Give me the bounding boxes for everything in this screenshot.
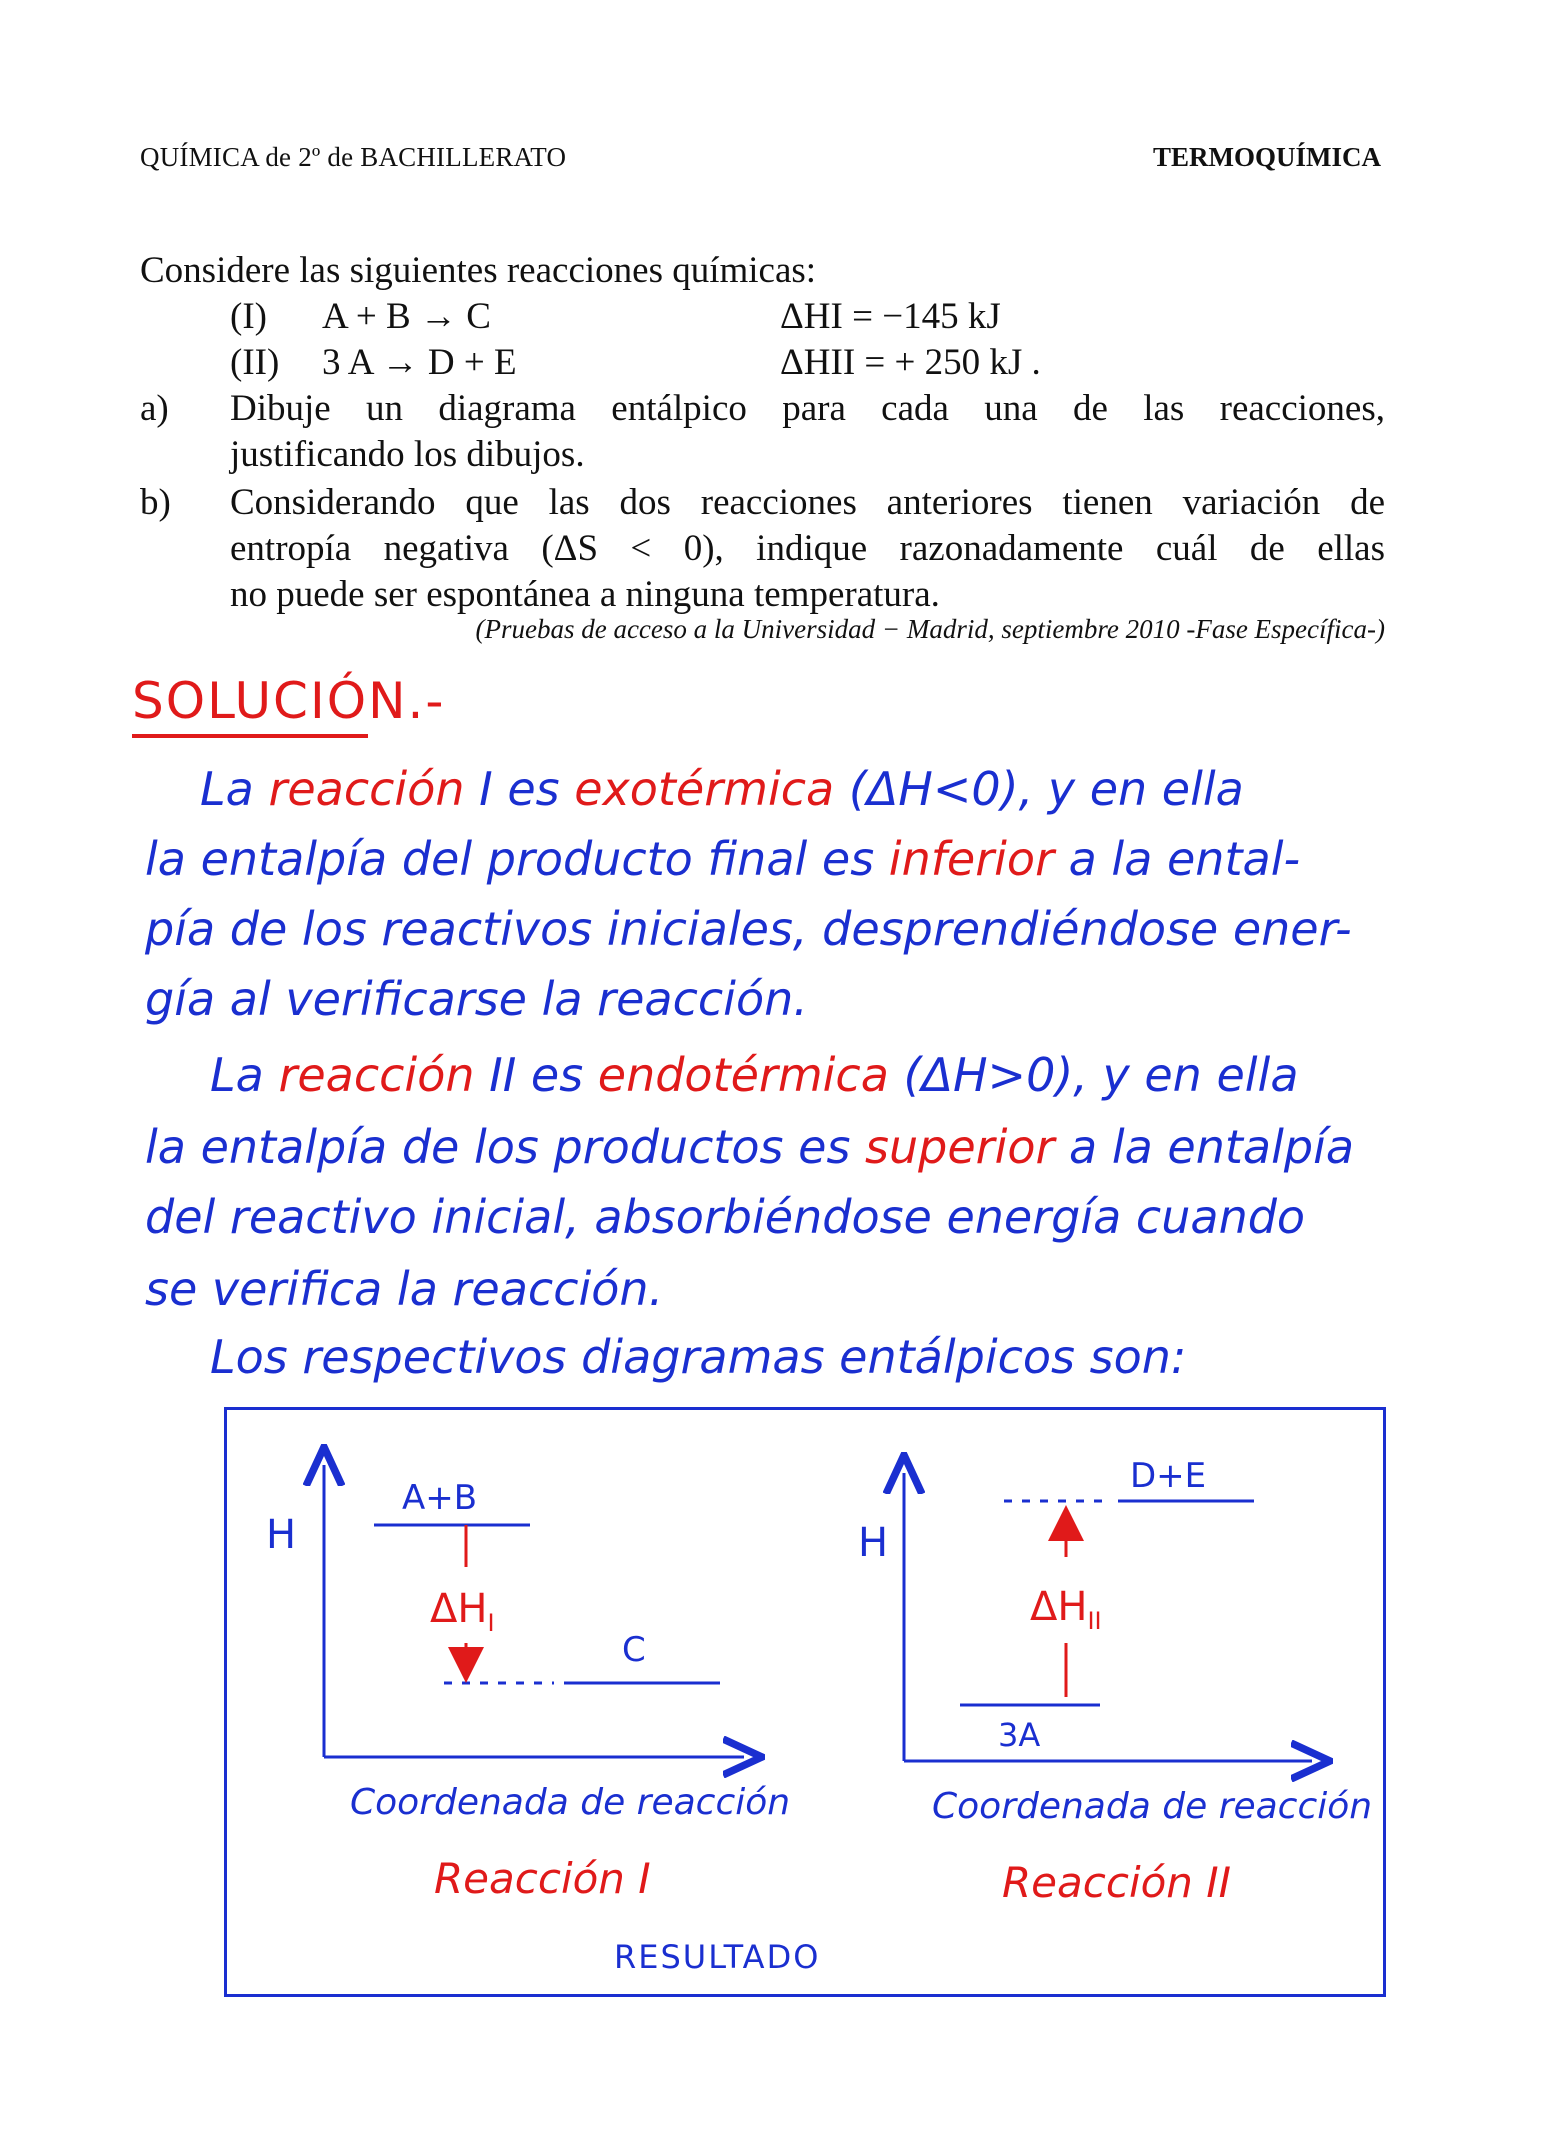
p1-line4: gía al verificarse la reacción. xyxy=(145,972,808,1026)
item-b-line: Considerando que las dos reacciones anteriores tienen variación de xyxy=(230,482,1385,523)
statement-intro: Considere las siguientes reacciones químicas: xyxy=(140,250,817,291)
d1-reactants-label: A+B xyxy=(402,1478,478,1518)
p1-line2: la entalpía del producto final es inferior a la ental- xyxy=(145,832,1301,886)
p2-line2: la entalpía de los productos es superior a la entalpía xyxy=(145,1120,1355,1174)
enthalpy-diagrams xyxy=(224,1407,1386,1997)
reaction-1-equation: A + B → C xyxy=(322,296,491,337)
p1-line1: La reacción I es exotérmica (ΔH<0), y en ella xyxy=(200,762,1244,816)
source-citation: (Pruebas de acceso a la Universidad − Madrid, septiembre 2010 -Fase Específica-) xyxy=(475,614,1385,644)
item-a-line: Dibuje un diagrama entálpico para cada una de las reacciones, xyxy=(230,388,1385,429)
p1-line3: pía de los reactivos iniciales, desprendiéndose ener- xyxy=(145,902,1352,956)
header-topic: TERMOQUÍMICA xyxy=(1153,142,1381,172)
d1-delta-label: $\Delta H_I$ xyxy=(430,1586,495,1637)
solution-title-underline xyxy=(132,734,368,738)
d2-title: Reacción II xyxy=(1002,1858,1232,1907)
d1-products-label: C xyxy=(622,1630,646,1670)
diagram-caption: RESULTADO xyxy=(614,1938,821,1976)
d1-title: Reacción I xyxy=(434,1854,651,1903)
reaction-1-label: (I) xyxy=(230,296,267,337)
reaction-2-equation: 3 A → D + E xyxy=(322,342,517,383)
d1-h-label: H xyxy=(266,1512,297,1558)
p3-line: Los respectivos diagramas entálpicos son: xyxy=(210,1330,1187,1384)
reaction-2-label: (II) xyxy=(230,342,280,383)
item-a-label: a) xyxy=(140,388,169,429)
d2-products-label: D+E xyxy=(1130,1456,1207,1496)
item-b-label: b) xyxy=(140,482,171,523)
item-b-line: no puede ser espontánea a ninguna temperatura. xyxy=(230,574,940,615)
p2-line1: La reacción II es endotérmica (ΔH>0), y en ella xyxy=(210,1048,1299,1102)
d1-x-axis-label: Coordenada de reacción xyxy=(350,1782,791,1823)
p2-line3: del reactivo inicial, absorbiéndose energía cuando xyxy=(145,1190,1306,1244)
d2-reactants-label: 3A xyxy=(998,1716,1041,1754)
reaction-2-enthalpy: ΔHII = + 250 kJ . xyxy=(780,342,1041,383)
d2-delta-label: $\Delta H_{II}$ xyxy=(1030,1584,1102,1635)
d2-x-axis-label: Coordenada de reacción xyxy=(932,1786,1373,1827)
reaction-1-enthalpy: ΔHI = −145 kJ xyxy=(780,296,1001,337)
d2-h-label: H xyxy=(858,1520,889,1566)
header-subject: QUÍMICA de 2º de BACHILLERATO xyxy=(140,142,567,172)
solution-title: SOLUCIÓN.- xyxy=(132,672,446,730)
item-b-line: entropía negativa (ΔS < 0), indique razonadamente cuál de ellas xyxy=(230,528,1385,569)
item-a-line: justificando los dibujos. xyxy=(230,434,585,475)
p2-line4: se verifica la reacción. xyxy=(145,1262,664,1316)
